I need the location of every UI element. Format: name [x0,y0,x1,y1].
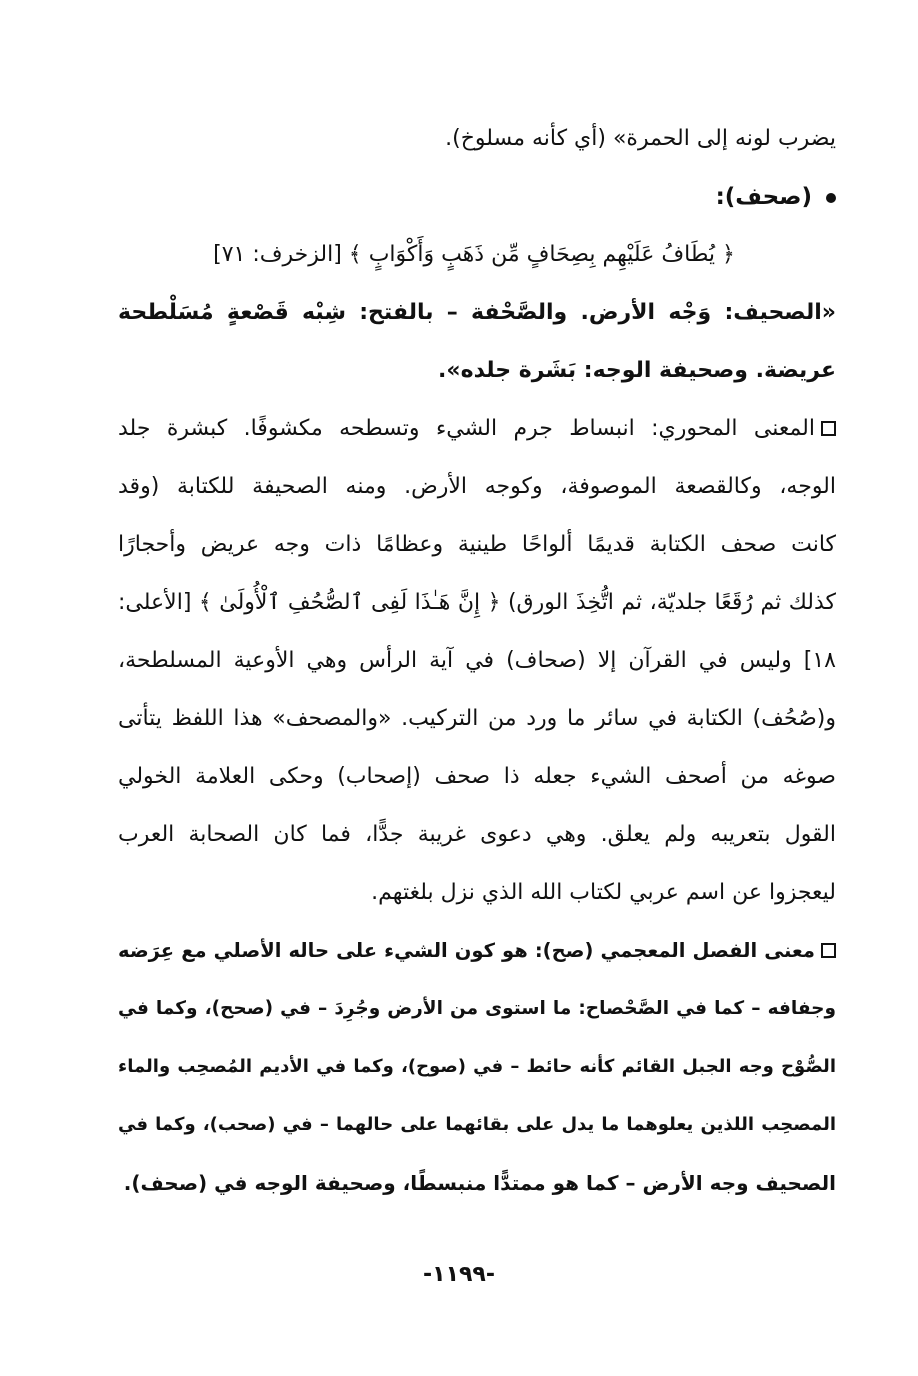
fasl-line [118,922,836,980]
fasl-line: الصحيف وجه الأرض – كما هو ممتدًّا منبسطًا، وصحيفة الوجه في (صحف). [123,1171,836,1195]
checkbox-square-icon [821,421,836,436]
bullet-icon [826,193,836,203]
fasl-line: وجفافه – كما في الصَّحْصاح: ما استوى من الأرض وجُرِدَ – في (صحح)، وكما في [118,998,836,1019]
mihwari-line: ليعجزوا عن اسم عربي لكتاب الله الذي نزل بلغتهم. [371,880,836,905]
entry-heading [118,168,836,226]
mihwari-line: و(صُحُف) الكتابة في سائر ما ورد من التركيب. «والمصحف» هذا اللفظ يتأتى [118,706,836,731]
checkbox-square-icon [821,943,836,958]
mihwari-text: المعنى المحوري: انبساط جرم الشيء وتسطحه مكشوفًا. كبشرة جلد [118,416,815,441]
page-body [118,110,836,1212]
entry-heading-text: (صحف): [715,184,812,210]
page-number: -١١٩٩- [423,1262,495,1287]
mihwari-line [118,400,836,458]
fasl-line: الصُّوْح وجه الجبل القائم كأنه حائط – في (صوح)، وكما في الأديم المُصحِب والماء [118,1056,836,1077]
mihwari-line: كذلك ثم رُقَعًا جلديّة، ثم اتُّخِذَ الورق) ﴿ إِنَّ هَـٰذَا لَفِى ٱلصُّحُفِ ٱلْأُولَىٰ ﴾ [الأعلى: [118,590,836,615]
mihwari-line: كانت صحف الكتابة قديمًا ألواحًا طينية وعظامًا ذات وجه عريض وأحجارًا [118,532,836,557]
intro-line: يضرب لونه إلى الحمرة» (أي كأنه مسلوخ). [445,126,836,151]
definition-line: عريضة. وصحيفة الوجه: بَشَرة جلده». [438,358,836,383]
definition-line: «الصحيف: وَجْه الأرض. والصَّحْفة – بالفتح: شِبْه قَصْعةٍ مُسَلْطحة [118,300,836,325]
fasl-line: المصحِب اللذين يعلوهما ما يدل على بقائهما على حالهما – في (صحب)، وكما في [118,1114,836,1135]
quran-verse: ﴿ يُطَافُ عَلَيْهِم بِصِحَافٍ مِّن ذَهَبٍ وَأَكْوَابٍ ﴾ [الزخرف: ٧١] [213,242,735,267]
mihwari-line: الوجه، وكالقصعة الموصوفة، وكوجه الأرض. ومنه الصحيفة للكتابة (وقد [118,474,836,499]
fasl-text: معنى الفصل المعجمي (صح): هو كون الشيء على حاله الأصلي مع عِرَضه [118,939,815,962]
mihwari-line: القول بتعريبه ولم يعلق. وهي دعوى غريبة جدًّا، فما كان الصحابة العرب [118,822,836,847]
mihwari-line: ١٨] وليس في القرآن إلا (صحاف) في آية الرأس وهي الأوعية المسلطحة، [118,648,836,673]
mihwari-line: صوغه من أصحف الشيء جعله ذا صحف (إصحاب) وحكى العلامة الخولي [118,764,836,789]
